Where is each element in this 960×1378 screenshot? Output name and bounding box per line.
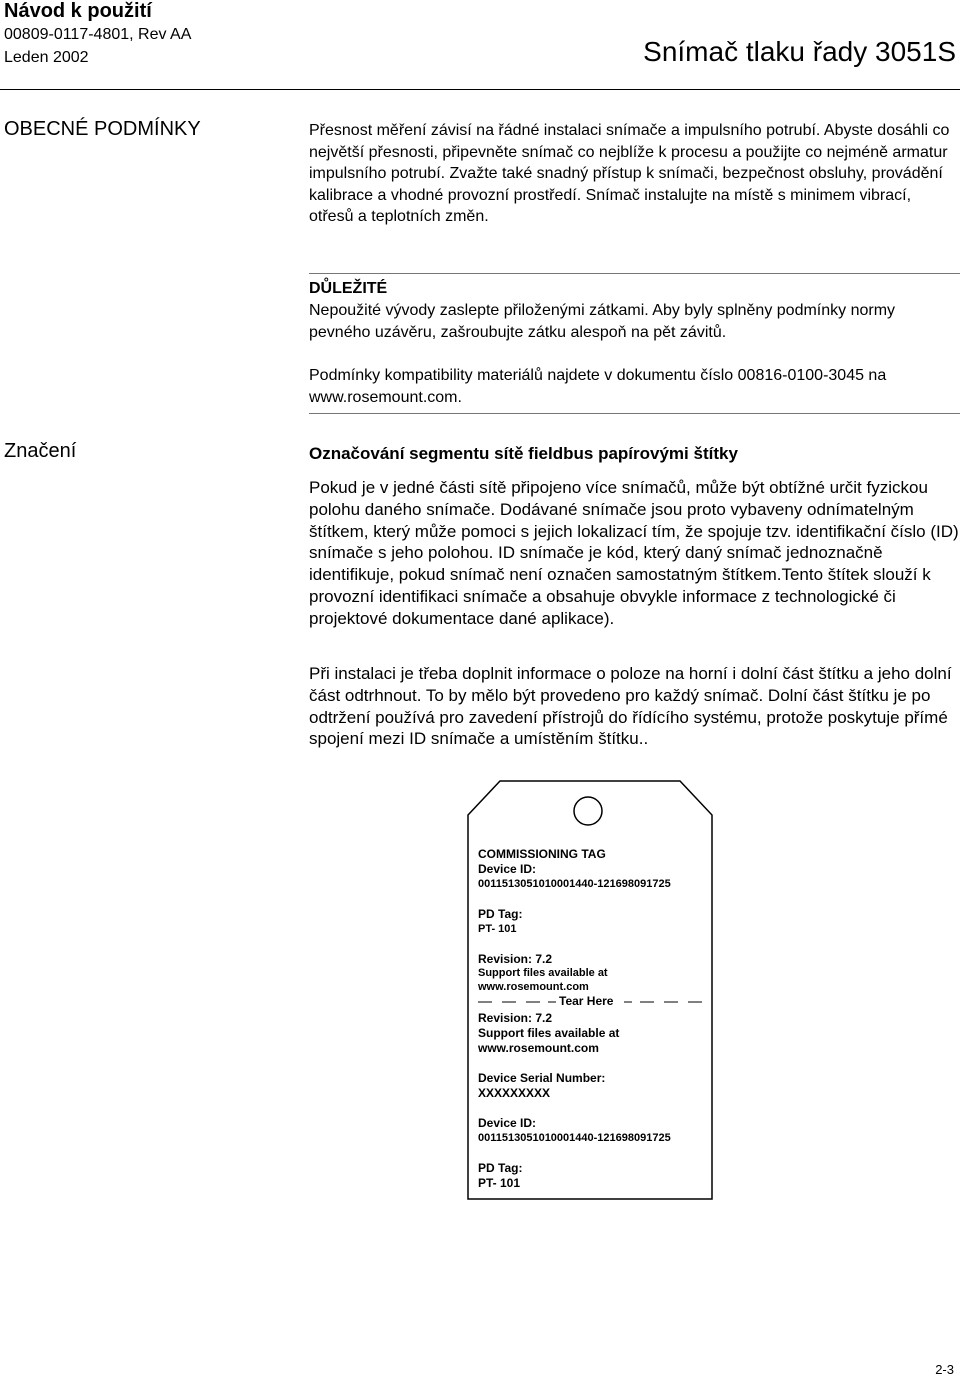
tag-hole-icon [574,797,602,825]
tag-pd-tag-value-2: PT- 101 [478,1176,521,1190]
manual-label: Návod k použití [4,0,152,22]
doc-date: Leden 2002 [4,49,89,66]
tag-revision: Revision: 7.2 [478,952,553,966]
marking-subheading: Označování segmentu sítě fieldbus papírovými štítky [309,444,738,463]
tag-revision-2: Revision: 7.2 [478,1011,553,1025]
tag-serial-label: Device Serial Number: [478,1071,606,1085]
tag-pd-tag-value: PT- 101 [478,923,517,935]
important-bottom-rule [309,413,960,414]
marking-paragraph-2: Při instalaci je třeba doplnit informace o poloze na horní i dolní část štítku a jeho dolní část odtrhnout. To by mělo být provedeno pro každý snímač. Dolní část štítku je po odtržení používá pro zavedení přístrojů do řídícího systému, protože poskytuje přímé spojení mezi ID snímače a umístěním štítku.. [309,664,952,749]
tag-device-id-value-2: 0011513051010001440-121698091725 [478,1132,671,1144]
important-label: DŮLEŽITÉ [309,280,388,297]
product-title: Snímač tlaku řady 3051S [643,36,956,67]
tag-title: COMMISSIONING TAG [478,847,606,861]
general-paragraph: Přesnost měření závisí na řádné instalaci snímače a impulsního potrubí. Abyste dosáhli co největší přesnosti, připevněte snímač co nejblíže k procesu a použijte co nejméně armatur impulsního potrubí. Zvažte také snadný přístup k snímači, bezpečnost obsluhy, provádění kalibrace a vhodné provozní prostředí. Snímač instalujte na místě s minimem vibrací, otřesů a teplotních změn. [309,122,950,225]
tag-serial-value: XXXXXXXXX [478,1086,551,1100]
tag-pd-tag-label: PD Tag: [478,907,523,921]
tag-device-id-label-2: Device ID: [478,1116,537,1130]
tag-url-2: www.rosemount.com [478,1041,599,1055]
tag-tear-here: Tear Here [559,994,614,1008]
tag-pd-tag-label-2: PD Tag: [478,1161,523,1175]
tag-url: www.rosemount.com [478,981,589,993]
tag-support-2: Support files available at [478,1026,620,1040]
important-text: Nepoužité vývody zaslepte přiloženými zátkami. Aby byly splněny podmínky normy pevného uzávěru, zašroubujte zátku alespoň na pět závitů. [309,302,896,341]
marking-paragraph-1: Pokud je v jedné části sítě připojeno více snímačů, může být obtížné určit fyzickou polohu daného snímače. Dodávané snímače jsou proto vybaveny odnímatelným štítkem, který může pomoci s jejich lokalizací tím, že spojuje tzv. identifikační číslo (ID) snímače s jeho polohou. ID snímače je kód, který daný snímač jednoznačně identifikuje, pokud snímač není označen samostatným štítkem.Tento štítek slouží k provozní identifikaci snímače a obsahuje obvykle informace z technologické či projektové dokumentace dané aplikace). [309,478,959,628]
tag-device-id-value: 0011513051010001440-121698091725 [478,878,671,890]
tag-support: Support files available at [478,967,608,979]
section-heading-general: OBECNÉ PODMÍNKY [4,118,201,140]
important-top-rule [309,273,960,274]
section-heading-marking: Značení [4,440,77,462]
doc-number: 00809-0117-4801, Rev AA [4,26,192,43]
header-rule [0,89,960,90]
compat-text: Podmínky kompatibility materiálů najdete v dokumentu číslo 00816-0100-3045 na www.rosemount.com. [309,367,887,406]
tag-device-id-label: Device ID: [478,862,537,876]
page-number: 2-3 [935,1362,954,1377]
